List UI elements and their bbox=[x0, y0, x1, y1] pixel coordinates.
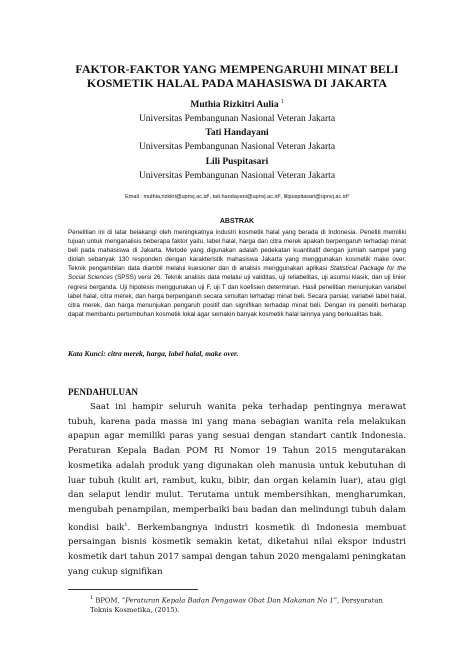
section-body: Saat ini hampir seluruh wanita peka terhadap pentingnya merawat tubuh, karena pada massa ini yang mana sebagian wanita rela melakukan apapun agar memiliki paras yang sesuai dengan standart cantik Indonesia. Peraturan Kepala Badan POM RI Nomor 19 Tahun 2015 mengutarakan kosmetika adalah produk yang digunakan oleh manusia untuk kebutuhan di luar tubuh (kulit ari, rambut, kuku, bibir, dan organ kelamin luar), atau gigi dan selaput lendir mulut. Terutama untuk membersihkan, mengharumkan, mengubah penampilan, memperbaiki bau badan dan melindungi tubuh dalam kondisi baik$^1$. Berkembangnya industri kosmetik di Indonesia membuat persaingan bisnis kosmetik semakin ketat, diketahui nilai ekspor industri kosmetik dari tahun 2017 sampai dengan tahun 2020 mengalami peningkatan yang cukup signifikan bbox=[68, 402, 406, 577]
title-line-2: KOSMETIK HALAL PADA MAHASISWA DI JAKARTA bbox=[86, 76, 388, 90]
abstract-italic-term: Statistical Package for the Social Sciences bbox=[68, 265, 406, 282]
author-2-name: Tati Handayani bbox=[205, 128, 269, 138]
section-heading: PENDAHULUAN bbox=[68, 387, 139, 397]
abstract-body: Penelitian ini di latar belakangi oleh meningkatnya industri kosmetik halal yang berada di Indonesia. Peneliti memiliki tujuan untuk menganalisis beberapa faktor yaitu, label halal, harga dan citra merek apakah berpengaruh terhadap minat beli pada mahasiswa di Jakarta. Metode yang digunakan adalah pedekatan kuantitatif dengan jumlah sampel yang diolah sebanyak 130 responden dengan karakteristik mahasiswa Jakarta yang menggunakan kosmetik make over. Teknik pengambilan data diambil melalui kuesioner dan di analisis menggunakan aplikasi Statistical Package for the Social Sciences (SPSS) versi 26. Teknik analisis data melalui uji validitas, uji reliabelitas, uji asumsi klasik, dan uji linier regresi berganda. Uji hipotesis menggunakan uji F, uji T dan koefisien determinan. Hasil penelitian menunjukan variabel label halal, citra merek, dan harga berpengaruh secara simultan terhadap minat beli. Secara parsial, variabel label halal, citra merek, dan harga menunjukan pengaruh positif dan signifikan terhadap minat beli. Dengan ini peneliti berharap dapat membantu pertumbuhan kosmetik lokal agar semakin banyak kosmetik halal lainnya yang berkualitas baik. bbox=[68, 229, 406, 318]
author-1-mark: 1 bbox=[280, 99, 284, 105]
keywords: Kata Kunci: citra merek, harga, label halal, make over. bbox=[68, 349, 239, 358]
abstract-heading: ABSTRAK bbox=[219, 218, 255, 225]
author-3-affiliation: Universitas Pembangunan Nasional Veteran Jakarta bbox=[138, 171, 336, 181]
footnote: $^1$ BPOM, “Peraturan Kepala Badan Pengawas Obat Dan Makanan No 1”, Persyaratan Teknis Kosmetika, (2015). bbox=[90, 595, 383, 615]
email-line: Email : muthia.rizkitri@upnvj.ac.id¹, tati.handayani@upnvj.ac.id², lilipuspitasari@upnvj.ac.id³ bbox=[125, 194, 349, 200]
title-line-1: FAKTOR-FAKTOR YANG MEMPENGARUHI MINAT BELI bbox=[75, 62, 399, 76]
author-2-affiliation: Universitas Pembangunan Nasional Veteran Jakarta bbox=[138, 142, 336, 152]
author-3-name: Lili Puspitasari bbox=[205, 157, 269, 167]
footnote-ref[interactable]: 1 bbox=[124, 521, 128, 528]
author-1-affiliation: Universitas Pembangunan Nasional Veteran Jakarta bbox=[138, 114, 336, 124]
paper-title bbox=[40, 62, 434, 90]
footnote-divider bbox=[68, 589, 198, 590]
author-1-name: Muthia Rizkitri Aulia $^1$ bbox=[190, 99, 284, 111]
